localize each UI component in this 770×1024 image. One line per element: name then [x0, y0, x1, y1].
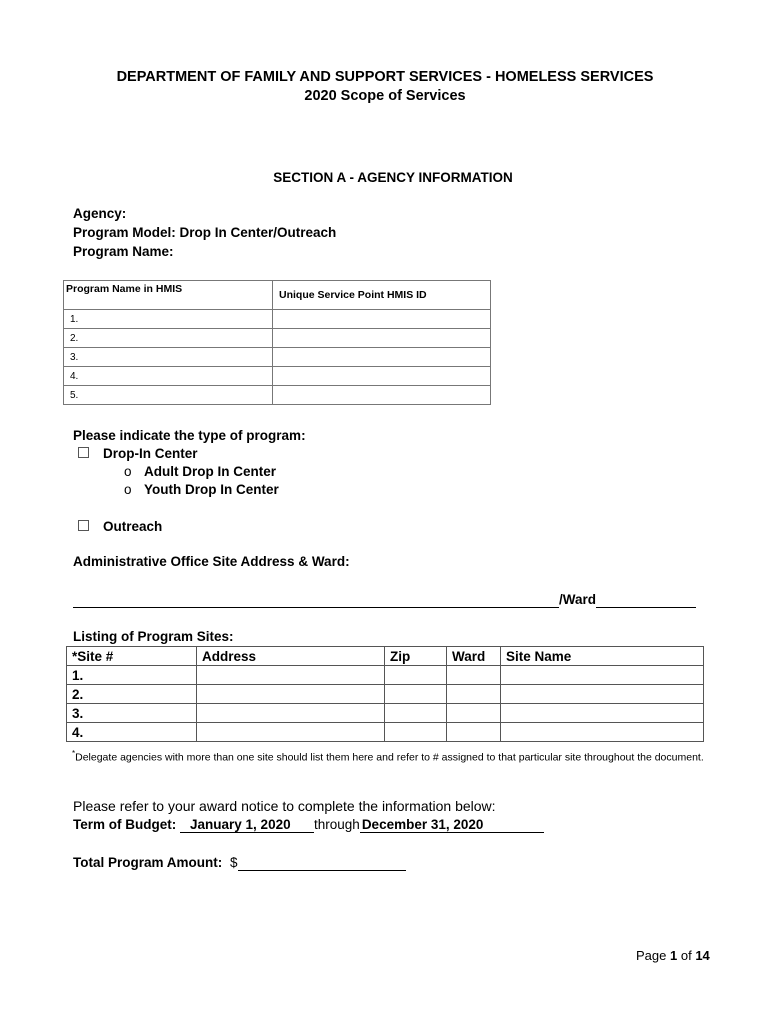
- bullet-icon: o: [124, 464, 132, 479]
- end-date[interactable]: December 31, 2020: [360, 817, 544, 833]
- site-number: 4.: [67, 723, 197, 742]
- option-outreach-label: Outreach: [103, 519, 163, 534]
- site-name-cell[interactable]: [501, 704, 704, 723]
- header-site-number: *Site #: [67, 647, 197, 666]
- table-row: [64, 310, 491, 329]
- table-row: [64, 329, 491, 348]
- footnote-mark: *: [72, 749, 76, 758]
- hmis-id-cell[interactable]: [273, 367, 491, 386]
- currency-symbol: $: [230, 855, 238, 870]
- table-row: [67, 666, 704, 685]
- ward-cell[interactable]: [447, 666, 501, 685]
- total-label: Total Program Amount:: [73, 855, 223, 870]
- document-title: DEPARTMENT OF FAMILY AND SUPPORT SERVICES - HOMELESS SERVICES: [116, 69, 654, 85]
- header-hmis-id: Unique Service Point HMIS ID: [273, 281, 491, 310]
- site-number: 3.: [67, 704, 197, 723]
- header-zip: Zip: [385, 647, 447, 666]
- program-sites-label: Listing of Program Sites:: [73, 629, 234, 644]
- table-row: [67, 704, 704, 723]
- sub-option-youth-label: Youth Drop In Center: [144, 482, 279, 497]
- hmis-id-cell[interactable]: [273, 310, 491, 329]
- table-header-row: [67, 647, 704, 666]
- address-blank[interactable]: [73, 592, 559, 608]
- ward-label: /Ward: [559, 592, 596, 607]
- zip-cell[interactable]: [385, 666, 447, 685]
- sites-footnote: [72, 745, 722, 767]
- agency-label: Agency:: [73, 206, 127, 221]
- row-number: 1.: [64, 310, 273, 329]
- site-number: 2.: [67, 685, 197, 704]
- document-subtitle: 2020 Scope of Services: [304, 88, 466, 104]
- bullet-icon: o: [124, 482, 132, 497]
- budget-intro: Please refer to your award notice to complete the information below:: [73, 798, 496, 814]
- hmis-id-cell[interactable]: [273, 348, 491, 367]
- option-outreach[interactable]: [78, 519, 162, 534]
- term-label: Term of Budget:: [73, 817, 177, 832]
- admin-office-field[interactable]: [73, 592, 696, 608]
- zip-cell[interactable]: [385, 685, 447, 704]
- term-of-budget: [73, 817, 544, 833]
- ward-cell[interactable]: [447, 723, 501, 742]
- ward-cell[interactable]: [447, 685, 501, 704]
- program-model-label: Program Model: Drop In Center/Outreach: [73, 225, 337, 240]
- site-name-cell[interactable]: [501, 723, 704, 742]
- header-address: Address: [197, 647, 385, 666]
- row-number: 3.: [64, 348, 273, 367]
- table-row: [64, 348, 491, 367]
- header-program-name: Program Name in HMIS: [64, 281, 273, 310]
- row-number: 2.: [64, 329, 273, 348]
- site-name-cell[interactable]: [501, 685, 704, 704]
- address-cell[interactable]: [197, 685, 385, 704]
- amount-blank[interactable]: [238, 855, 406, 871]
- total-program-amount: [73, 855, 406, 871]
- page-number: 1: [670, 948, 678, 963]
- zip-cell[interactable]: [385, 723, 447, 742]
- row-number: 4.: [64, 367, 273, 386]
- sub-option-youth: [124, 482, 279, 497]
- hmis-id-cell[interactable]: [273, 329, 491, 348]
- sub-option-adult: [124, 464, 276, 479]
- address-cell[interactable]: [197, 704, 385, 723]
- table-row: [67, 723, 704, 742]
- through-label: through: [314, 817, 360, 832]
- table-header-row: [64, 281, 491, 310]
- row-number: 5.: [64, 386, 273, 405]
- checkbox-icon[interactable]: [78, 520, 89, 531]
- program-sites-table: [66, 646, 704, 742]
- site-name-cell[interactable]: [501, 666, 704, 685]
- address-cell[interactable]: [197, 666, 385, 685]
- ward-blank[interactable]: [596, 592, 696, 608]
- table-row: [67, 685, 704, 704]
- option-drop-in[interactable]: [78, 446, 198, 461]
- site-number: 1.: [67, 666, 197, 685]
- program-name-label: Program Name:: [73, 244, 174, 259]
- option-drop-in-label: Drop-In Center: [103, 446, 198, 461]
- checkbox-icon[interactable]: [78, 447, 89, 458]
- zip-cell[interactable]: [385, 704, 447, 723]
- section-heading: SECTION A - AGENCY INFORMATION: [273, 170, 513, 185]
- hmis-table: [63, 280, 491, 405]
- page-footer: [636, 948, 710, 963]
- header-ward: Ward: [447, 647, 501, 666]
- header-site-name: Site Name: [501, 647, 704, 666]
- sub-option-adult-label: Adult Drop In Center: [144, 464, 276, 479]
- admin-office-label: Administrative Office Site Address & Ward:: [73, 554, 350, 569]
- ward-cell[interactable]: [447, 704, 501, 723]
- program-type-question: Please indicate the type of program:: [73, 428, 306, 443]
- page-word: Page: [636, 948, 667, 963]
- total-pages: 14: [695, 948, 710, 963]
- table-row: [64, 386, 491, 405]
- hmis-id-cell[interactable]: [273, 386, 491, 405]
- address-cell[interactable]: [197, 723, 385, 742]
- of-word: of: [680, 948, 692, 963]
- footnote-text: Delegate agencies with more than one site should list them here and refer to # assigned to that particular site throughout the document.: [75, 751, 704, 764]
- start-date[interactable]: January 1, 2020: [180, 817, 314, 833]
- table-row: [64, 367, 491, 386]
